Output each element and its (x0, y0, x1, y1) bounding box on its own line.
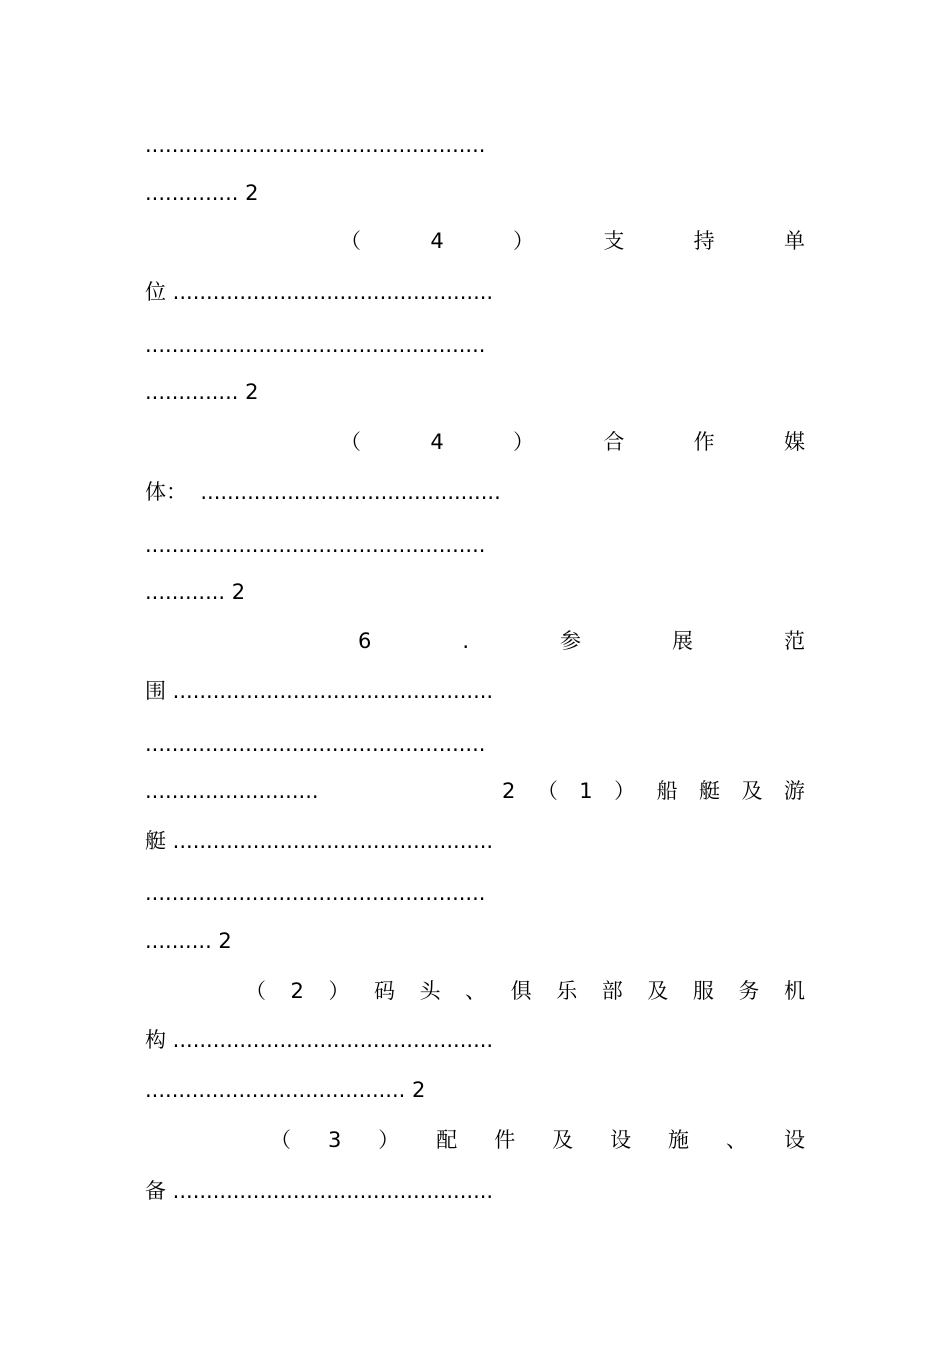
toc-char: 媒 (783, 430, 805, 454)
toc-page-number-line: .......... 2 (145, 929, 232, 953)
toc-entry-media-partners (340, 427, 805, 457)
toc-entry-accessories-equipment-cont: 备 ................................................ (145, 1179, 494, 1203)
toc-char: 作 (693, 430, 715, 454)
toc-char: 、 (465, 979, 487, 1003)
toc-char: 艇 (699, 779, 721, 803)
toc-dot-leader: ................................................... (145, 732, 486, 756)
toc-char: （ (245, 979, 266, 1003)
toc-char: ） (328, 979, 350, 1003)
toc-char: 支 (603, 229, 625, 253)
toc-char: 单 (783, 229, 805, 253)
toc-char: 务 (738, 979, 760, 1003)
toc-char: ） (378, 1128, 400, 1152)
toc-char: 施 (668, 1128, 690, 1152)
toc-char: 服 (692, 979, 714, 1003)
toc-char: 2 (290, 979, 304, 1003)
toc-entry-exhibit-scope-cont: 围 ................................................ (145, 679, 494, 703)
toc-page-number-line: .............. 2 (145, 380, 259, 404)
toc-char: 6 (358, 629, 372, 653)
toc-entry-accessories-equipment (270, 1125, 805, 1155)
toc-entry-marinas-clubs-cont: 构 ................................................ (145, 1028, 494, 1052)
toc-char: ） (513, 430, 534, 454)
toc-char: 头 (419, 979, 441, 1003)
toc-char: 部 (601, 979, 623, 1003)
toc-page-number-line: ....................................... 2 (145, 1078, 426, 1102)
toc-char: 设 (610, 1128, 632, 1152)
toc-page-number-line: ............ 2 (145, 580, 246, 604)
toc-entry-exhibit-scope (358, 626, 805, 656)
toc-char: 、 (726, 1128, 747, 1152)
toc-dot-leader: .......................... (145, 779, 319, 803)
toc-entry-support-units (340, 226, 805, 256)
toc-entry-support-units-cont: 位 ................................................ (145, 280, 494, 304)
toc-page-number-line: .............. 2 (145, 181, 259, 205)
toc-char: ） (513, 229, 534, 253)
toc-char: 范 (784, 629, 805, 653)
toc-char: 3 (327, 1128, 342, 1152)
toc-char: 4 (430, 430, 444, 454)
toc-char: 俱 (510, 979, 532, 1003)
toc-char: 及 (552, 1128, 574, 1152)
toc-char: 件 (494, 1128, 516, 1152)
toc-dot-leader: ................................................... (145, 533, 486, 557)
toc-char: 设 (783, 1128, 805, 1152)
toc-entry-media-partners-cont: 体： ............................................. (145, 480, 501, 504)
toc-dot-leader: ................................................... (145, 333, 486, 357)
toc-entry-boats-yachts (502, 776, 805, 806)
toc-char: 合 (603, 430, 625, 454)
toc-char: （ (536, 779, 558, 803)
toc-char: ） (614, 779, 636, 803)
toc-char: 机 (783, 979, 805, 1003)
toc-entry-marinas-clubs (245, 976, 805, 1006)
toc-entry-boats-yachts-cont: 艇 ................................................ (145, 829, 494, 853)
toc-char: 乐 (556, 979, 578, 1003)
toc-char: 配 (436, 1128, 458, 1152)
toc-char: 4 (430, 229, 444, 253)
toc-char: （ (340, 430, 361, 454)
toc-char: 1 (579, 779, 593, 803)
toc-char: 及 (647, 979, 669, 1003)
toc-char: . (462, 629, 470, 653)
toc-dot-leader: ................................................... (145, 881, 486, 905)
toc-char: （ (270, 1128, 291, 1152)
toc-char: 参 (560, 629, 582, 653)
toc-dot-leader: ................................................... (145, 133, 486, 157)
toc-char: 游 (783, 779, 805, 803)
toc-char: 2 (502, 779, 516, 803)
toc-char: 持 (693, 229, 715, 253)
toc-char: 及 (741, 779, 763, 803)
toc-char: 码 (374, 979, 396, 1003)
toc-char: （ (340, 229, 361, 253)
toc-char: 展 (672, 629, 694, 653)
toc-char: 船 (656, 779, 678, 803)
